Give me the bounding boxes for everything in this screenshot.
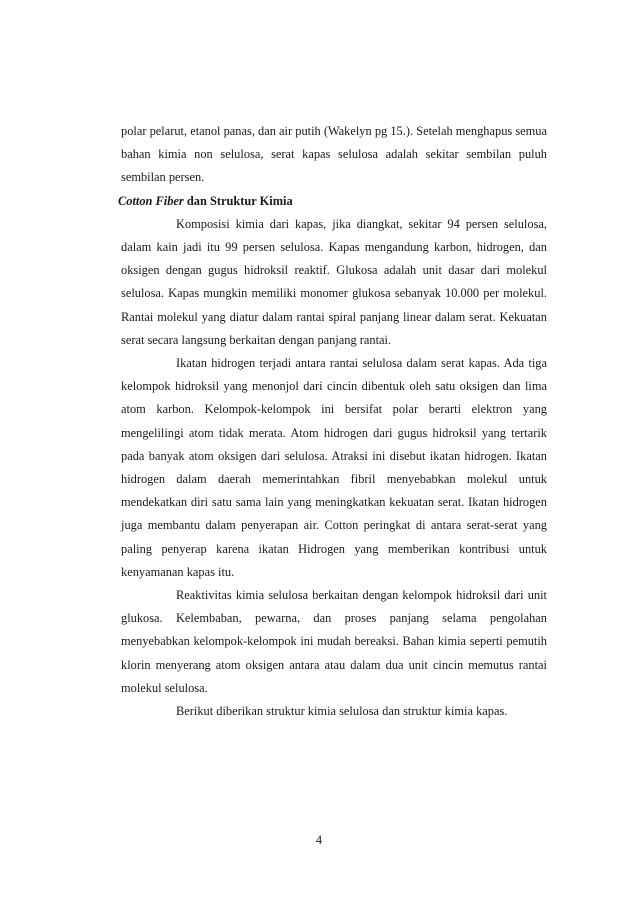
paragraph-intro: polar pelarut, etanol panas, dan air putih (Wakelyn pg 15.). Setelah menghapus semua bahan kimia non selulosa, serat kapas selulosa adalah sekitar sembilan puluh sembilan persen. xyxy=(121,124,547,185)
paragraph-composition: Komposisi kimia dari kapas, jika diangkat, sekitar 94 persen selulosa, dalam kain jadi itu 99 persen selulosa. Kapas mengandung karbon, hidrogen, dan oksigen dengan gugus hidroksil reaktif. Glukosa adalah unit dasar dari molekul selulosa. Kapas mungkin memiliki monomer glukosa sebanyak 10.000 per molekul. Rantai molekul yang diatur dalam rantai spiral panjang linear dalam serat. Kekuatan serat secara langsung berkaitan dengan panjang rantai. xyxy=(121,216,547,347)
heading-italic-term: Cotton Fiber xyxy=(118,193,184,208)
heading-rest: dan Struktur Kimia xyxy=(183,193,293,208)
page-number: 4 xyxy=(315,833,323,847)
document-body xyxy=(118,120,547,723)
section-heading xyxy=(118,190,547,213)
paragraph-hydrogen-bonds: Ikatan hidrogen terjadi antara rantai selulosa dalam serat kapas. Ada tiga kelompok hidroksil yang menonjol dari cincin dibentuk oleh satu oksigen dan lima atom karbon. Kelompok-kelompok ini bersifat polar berarti elektron yang mengelilingi atom tidak merata. Atom hidrogen dari gugus hidroksil yang tertarik pada banyak atom oksigen dari selulosa. Atraksi ini disebut ikatan hidrogen. Ikatan hidrogen dalam daerah memerintahkan fibril menyebabkan molekul untuk mendekatkan diri satu sama lain yang meningkatkan kekuatan serat. Ikatan hidrogen juga membantu dalam penyerapan air. Cotton peringkat di antara serat-serat yang paling penyerap karena ikatan Hidrogen yang memberikan kontribusi untuk kenyamanan kapas itu. xyxy=(121,356,547,579)
paragraph-reactivity: Reaktivitas kimia selulosa berkaitan dengan kelompok hidroksil dari unit glukosa. Kelembaban, pewarna, dan proses panjang selama pengolahan menyebabkan kelompok-kelompok ini mudah bereaksi. Bahan kimia seperti pemutih klorin menyerang atom oksigen antara atau dalam dua unit cincin memutus rantai molekul selulosa. xyxy=(121,588,547,695)
paragraph-structure-intro: Berikut diberikan struktur kimia selulosa dan struktur kimia kapas. xyxy=(176,704,508,719)
